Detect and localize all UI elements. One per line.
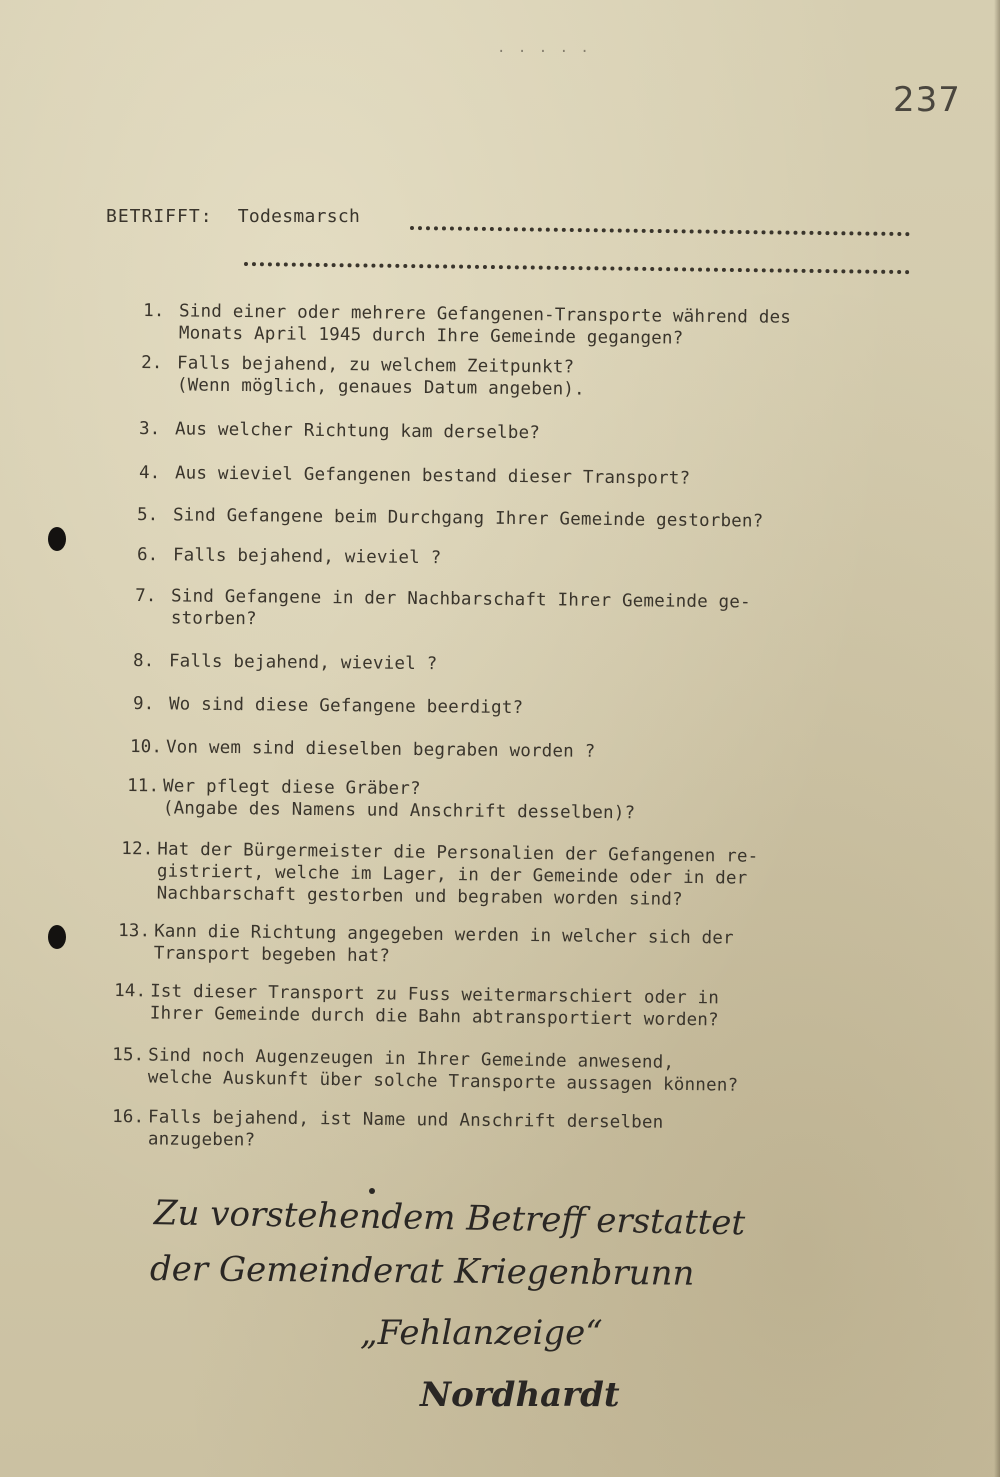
- subject-text: Todesmarsch: [237, 206, 361, 227]
- question-text: Transport begeben hat?: [153, 943, 391, 967]
- question-16: [112, 1106, 664, 1156]
- question-text: Kann die Richtung angegeben werden in welcher sich der: [154, 921, 734, 949]
- question-text: Hat der Bürgermeister die Personalien der Gefangenen re-: [157, 839, 759, 867]
- question-text: Von wem sind dieselben begraben worden ?: [165, 737, 596, 762]
- subject-label: BETRIFFT:: [106, 206, 213, 227]
- question-number: 1.: [143, 301, 165, 322]
- question-number: 5.: [136, 505, 159, 526]
- question-1: [143, 300, 791, 351]
- reply-line: der Gemeinderat Kriegenbrunn: [149, 1249, 695, 1294]
- question-text: Aus welcher Richtung kam derselbe?: [174, 419, 541, 444]
- archive-stamp: · · · · ·: [497, 44, 591, 60]
- question-text: Falls bejahend, wieviel ?: [168, 651, 438, 675]
- question-text: (Angabe des Namens und Anschrift desselben)?: [162, 798, 636, 824]
- question-number: 9.: [132, 694, 155, 715]
- signature: Nordhardt: [420, 1375, 620, 1415]
- punch-hole: [48, 925, 66, 949]
- handwritten-reply: [150, 1185, 870, 1423]
- question-text: Monats April 1945 durch Ihre Gemeinde gegangen?: [178, 323, 684, 349]
- question-4: [139, 462, 691, 490]
- question-number: 13.: [118, 921, 151, 942]
- question-number: 4.: [138, 463, 161, 484]
- question-number: 10.: [129, 737, 163, 758]
- question-text: Sind noch Augenzeugen in Ihrer Gemeinde anwesend,: [148, 1045, 675, 1073]
- question-number: 15.: [112, 1045, 145, 1066]
- question-text: Falls bejahend, wieviel ?: [172, 545, 442, 569]
- question-text: Falls bejahend, ist Name und Anschrift derselben: [148, 1107, 664, 1133]
- question-number: 8.: [132, 651, 155, 672]
- dotted-fill-line: [410, 226, 910, 236]
- question-14: [114, 980, 720, 1031]
- question-text: Nachbarschaft gestorben und begraben worden sind?: [156, 883, 683, 910]
- question-number: 11.: [127, 776, 160, 797]
- punch-hole: [48, 527, 66, 551]
- question-10: [130, 736, 596, 763]
- question-number: 16.: [112, 1107, 145, 1128]
- page-edge-shadow: [994, 0, 1000, 1477]
- question-text: storben?: [170, 608, 257, 630]
- question-text: welche Auskunft über solche Transporte aussagen können?: [147, 1067, 739, 1096]
- question-text: Falls bejahend, zu welchem Zeitpunkt?: [177, 353, 575, 378]
- question-9: [133, 693, 524, 719]
- question-text: Sind Gefangene beim Durchgang Ihrer Gemeinde gestorben?: [172, 505, 764, 532]
- question-3: [139, 418, 540, 444]
- question-13: [118, 920, 734, 972]
- question-7: [135, 585, 751, 635]
- reply-line: „Fehlanzeige“: [360, 1313, 603, 1353]
- question-5: [137, 504, 764, 533]
- question-text: (Wenn möglich, genaues Datum angeben).: [176, 375, 585, 400]
- question-15: [112, 1044, 739, 1097]
- question-number: 14.: [114, 981, 147, 1002]
- question-text: Aus wieviel Gefangenen bestand dieser Transport?: [174, 463, 691, 489]
- page-number: 237: [893, 80, 961, 120]
- question-number: 12.: [121, 839, 154, 860]
- question-number: 2.: [141, 353, 163, 374]
- question-text: Sind einer oder mehrere Gefangenen-Transporte während des: [179, 301, 792, 328]
- question-text: Ist dieser Transport zu Fuss weitermarschiert oder in: [150, 981, 720, 1009]
- question-12: [121, 838, 759, 912]
- question-6: [137, 544, 442, 569]
- dotted-fill-line: [244, 262, 910, 274]
- question-text: Wo sind diese Gefangene beerdigt?: [168, 694, 524, 719]
- question-text: anzugeben?: [147, 1129, 256, 1151]
- reply-line: Zu vorstehendem Betreff erstattet: [153, 1193, 746, 1244]
- question-number: 3.: [138, 419, 161, 440]
- question-2: [141, 352, 585, 401]
- question-8: [133, 650, 438, 675]
- question-number: 6.: [136, 545, 159, 566]
- question-text: Wer pflegt diese Gräber?: [163, 776, 421, 800]
- question-text: Sind Gefangene in der Nachbarschaft Ihrer Gemeinde ge-: [171, 586, 751, 613]
- subject-line: [106, 206, 360, 227]
- question-11: [127, 775, 636, 824]
- question-text: gistriert, welche im Lager, in der Gemeinde oder in der: [156, 861, 748, 889]
- question-number: 7.: [135, 586, 157, 607]
- question-text: Ihrer Gemeinde durch die Bahn abtransportiert worden?: [149, 1003, 719, 1031]
